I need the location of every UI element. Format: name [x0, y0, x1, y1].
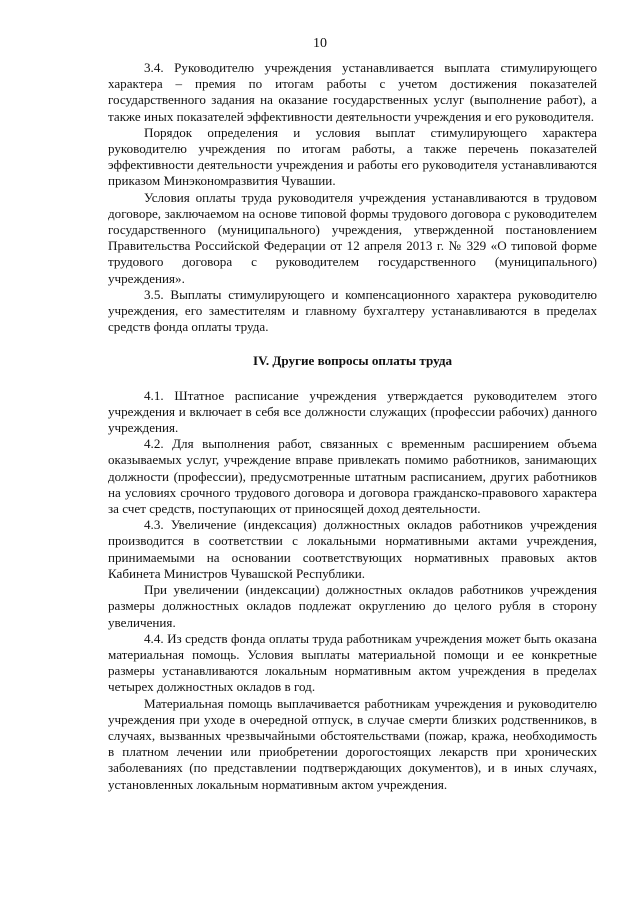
paragraph-4-1: 4.1. Штатное расписание учреждения утверждается руководителем этого учреждения и включает в себя все должности служащих (профессии рабочих) данного учреждения. — [108, 387, 597, 436]
paragraph-3-5: 3.5. Выплаты стимулирующего и компенсационного характера руководителю учреждения, его заместителям и главному бухгалтеру устанавливаются в пределах средств фонда оплаты труда. — [108, 286, 597, 335]
paragraph-indexation: При увеличении (индексации) должностных окладов работников учреждения размеры должностных окладов подлежат округлению до целого рубля в сторону увеличения. — [108, 582, 597, 630]
document-body — [108, 60, 597, 793]
section-title: IV. Другие вопросы оплаты труда — [252, 353, 453, 369]
paragraph-4-3: 4.3. Увеличение (индексация) должностных окладов работников учреждения производится в соответствии с локальными нормативными актами учреждения, принимаемыми на основании соответствующих нормативных правовых актов Кабинета Министров Чувашской Республики. — [108, 517, 597, 581]
paragraph-procedure: Порядок определения и условия выплат стимулирующего характера руководителю учреждения по итогам работы, а также перечень показателей эффективности деятельности учреждения и работы его руководителя устанавливаются приказом Минэкономразвития Чувашии. — [108, 124, 597, 189]
paragraph-4-2: 4.2. Для выполнения работ, связанных с временным расширением объема оказываемых услуг, учреждение вправе привлекать помимо работников, занимающих должности (профессии), предусмотренные штатным расписанием, других работников на условиях срочного трудового договора и договора гражданско-правового характера за счет средств, поступающих от приносящей доход деятельности. — [108, 436, 597, 517]
page-number: 10 — [313, 36, 327, 51]
paragraph-material-aid: Материальная помощь выплачивается работникам учреждения и руководителю учреждения при уходе в очередной отпуск, в случае смерти близких родственников, в случаях, вызванных чрезвычайными обстоятельствами (пожар, кража, необходимость в платном лечении или приобретении дорогостоящих лекарств при хронических заболеваниях (по представлении подтверждающих документов), и в иных случаях, установленных локальным нормативным актом учреждения. — [108, 695, 597, 792]
paragraph-conditions: Условия оплаты труда руководителя учреждения устанавливаются в трудовом договоре, заключаемом на основе типовой формы трудового договора с руководителем государственного (муниципального) учреждения, утвержденной постановлением Правительства Российской Федерации от 12 апреля 2013 г. № 329 «О типовой форме трудового договора с руководителем государственного (муниципального) учреждения». — [108, 189, 597, 286]
paragraph-3-4: 3.4. Руководителю учреждения устанавливается выплата стимулирующего характера – премия по итогам работы с учетом достижения показателей государственного задания на оказание государственных услуг (выполнение работ), а также иных показателей эффективности деятельности учреждения и его руководителя. — [108, 60, 597, 124]
paragraph-4-4: 4.4. Из средств фонда оплаты труда работникам учреждения может быть оказана материальная помощь. Условия выплаты материальной помощи и ее конкретные размеры устанавливаются локальным нормативным актом учреждения в пределах четырех должностных окладов в год. — [108, 630, 597, 695]
